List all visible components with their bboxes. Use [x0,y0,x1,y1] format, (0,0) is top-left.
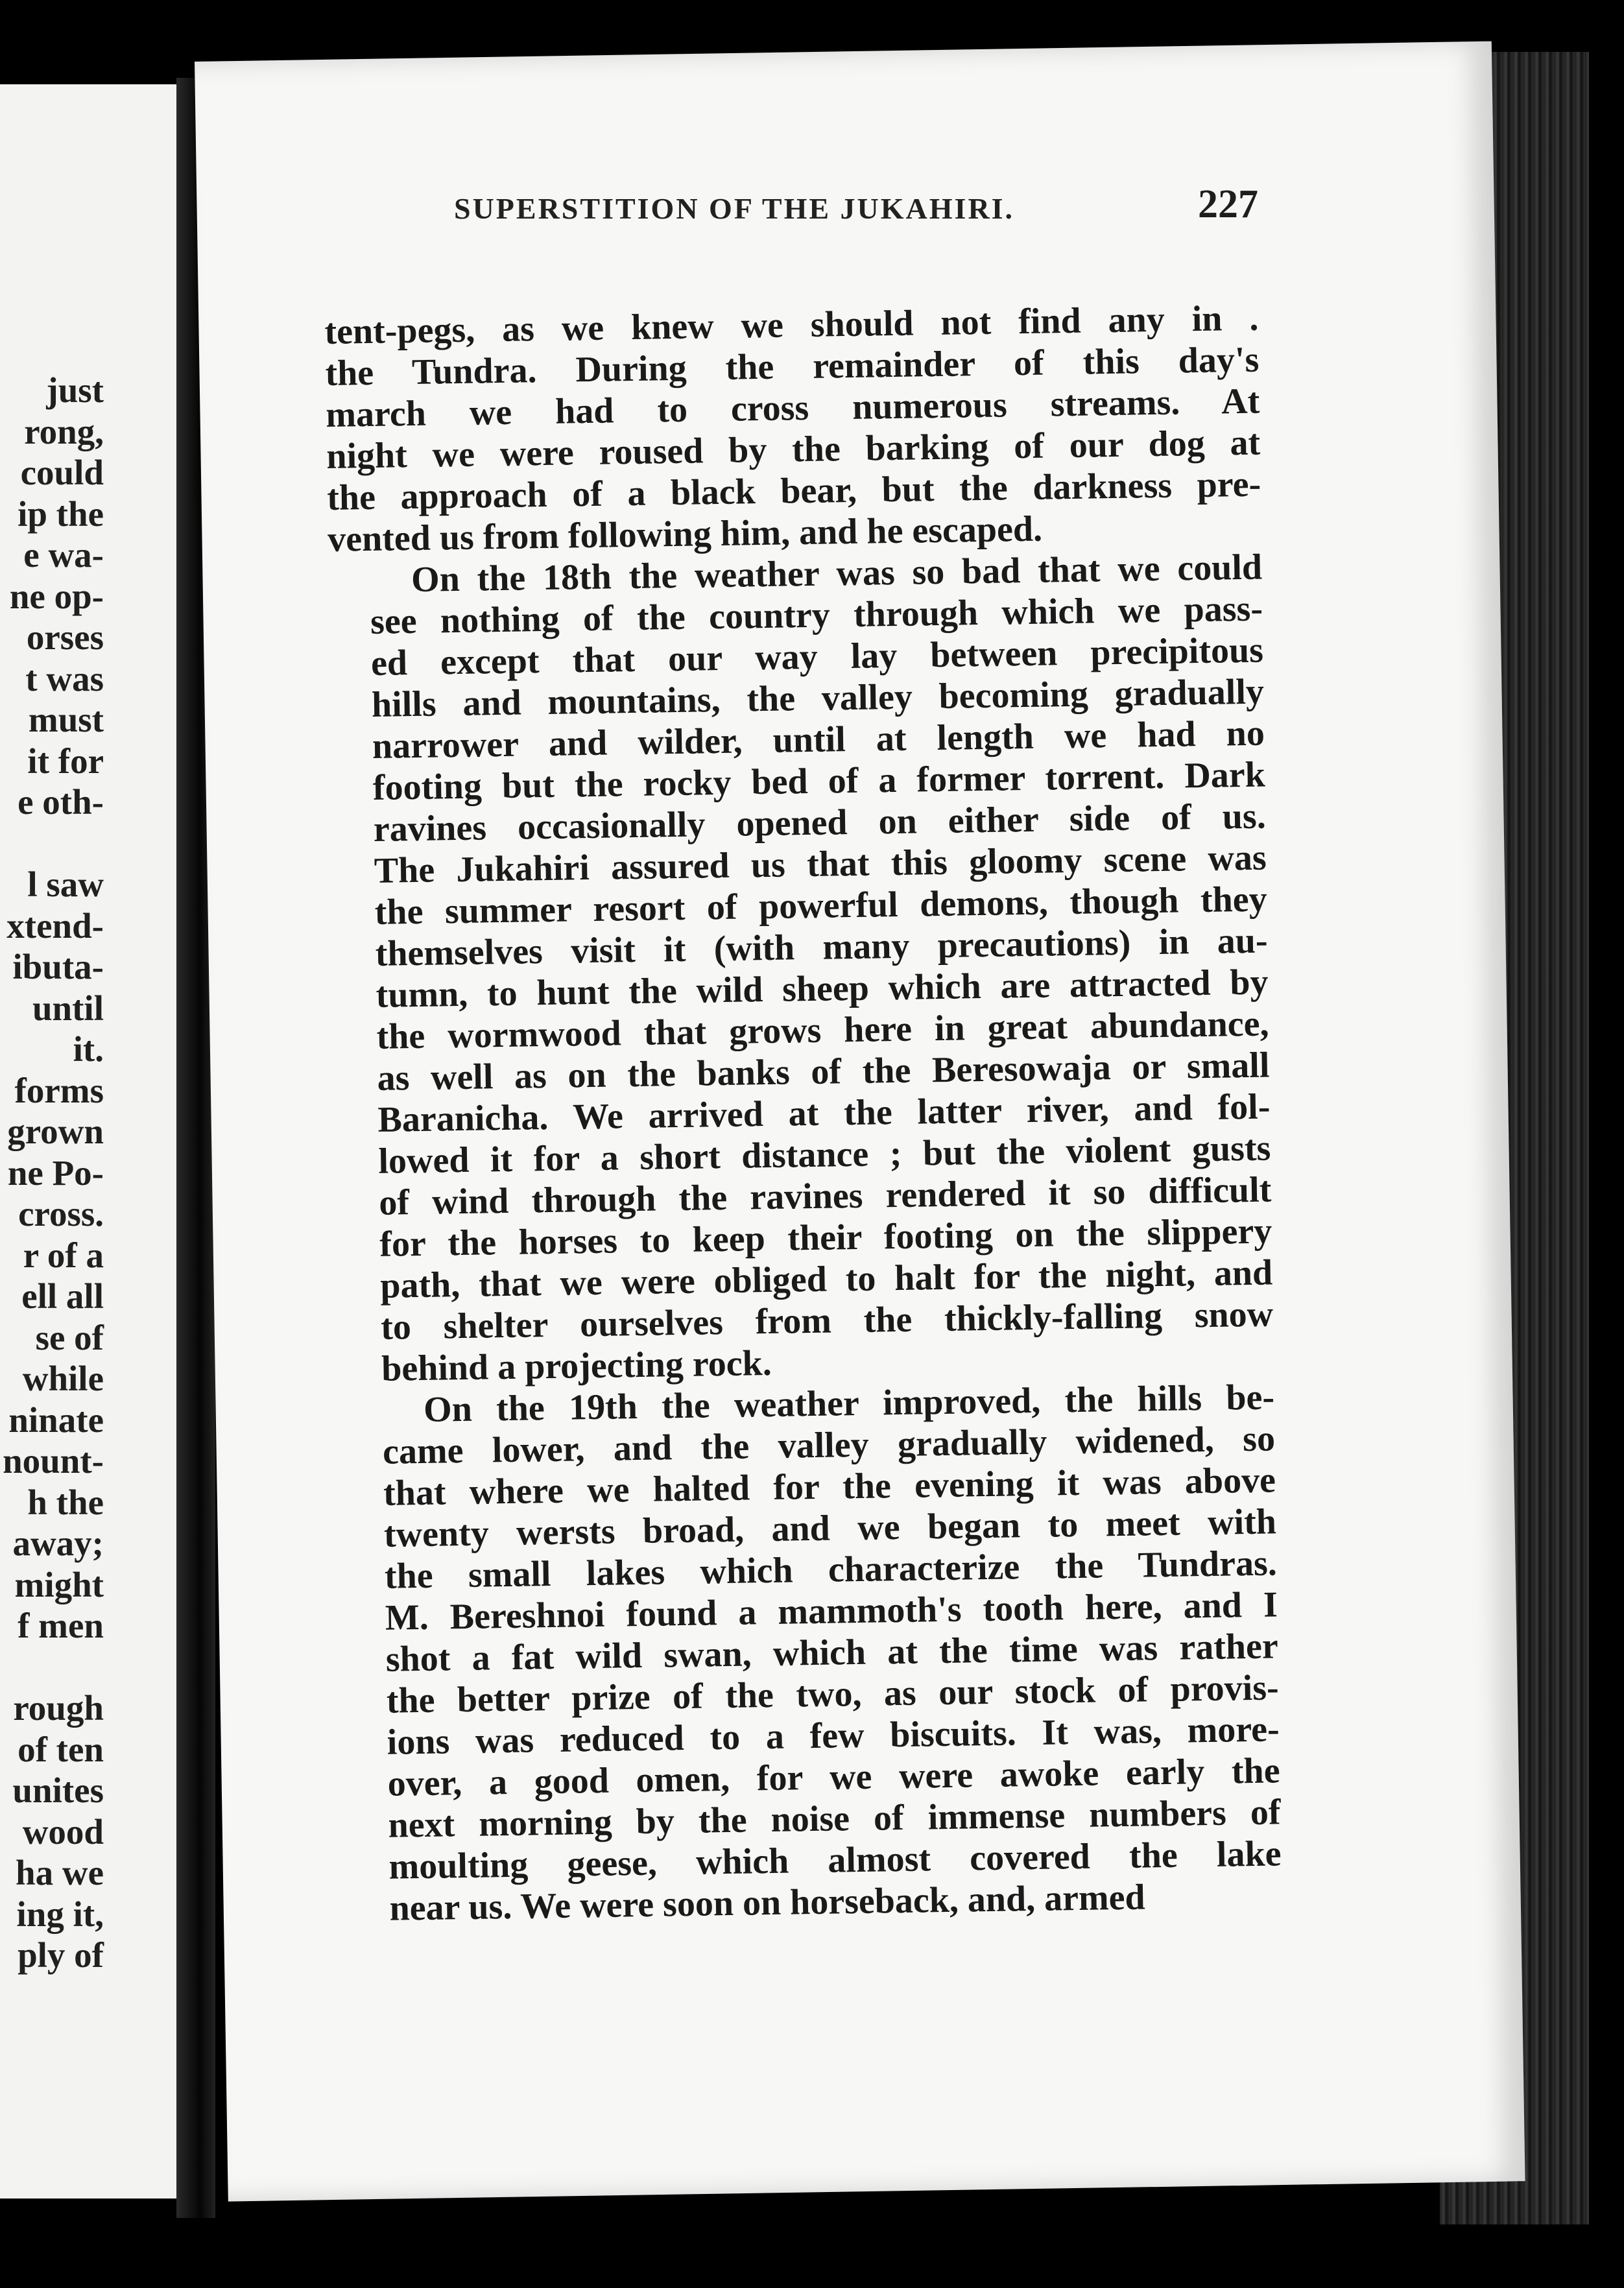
left-page-fragment: h the [27,1482,104,1522]
left-page-fragment: while [22,1359,104,1398]
text-line: behind a projecting rock. [381,1342,772,1389]
text-line: moulting geese, which almost covered the lake [388,1833,1282,1887]
text-line: see nothing of the country through which we pass- [370,588,1263,642]
text-line: tent-pegs, as we knew we should not find any in . [324,298,1259,352]
left-page-fragment: ne Po- [7,1152,104,1193]
left-page-fragment: unites [12,1770,104,1810]
left-page-fragment: it for [27,741,104,781]
text-line: ravines occasionally opened on either side of us. [373,796,1267,850]
left-page-fragment: away; [12,1523,104,1563]
left-page-fragment: rough [13,1688,104,1728]
left-page-fragment: forms [14,1070,104,1110]
left-page-fragment: of ten [18,1729,104,1769]
text-line: path, that we were obliged to halt for the night, and [379,1252,1273,1306]
left-page-fragment: must [28,700,104,739]
left-page [0,84,195,2199]
text-line: night we were roused by the barking of our dog at [326,422,1261,477]
left-page-fragment: ne op- [9,576,104,616]
text-line: narrower and wilder, until at length we had no [372,713,1265,767]
left-page-fragment: just [46,370,104,410]
left-page-fragment: ell all [21,1276,104,1316]
left-page-fragment: xtend- [6,905,104,946]
left-page-fragment: e wa- [23,535,104,575]
text-line: to shelter ourselves from the thickly-falling snow [380,1294,1274,1348]
text-line: march we had to cross numerous streams. At [325,381,1260,435]
text-line: ions was reduced to a few biscuits. It was, more- [387,1709,1280,1763]
left-page-fragment: ibuta- [12,947,104,986]
text-line: vented us from following him, and he escaped. [327,508,1043,560]
text-line: over, a good omen, for we were awoke early the [387,1750,1281,1804]
left-page-fragment: e oth- [18,782,104,822]
text-line: for the horses to keep their footing on the slippery [379,1211,1272,1265]
text-line: lowed it for a short distance ; but the violent gusts [377,1128,1271,1182]
left-page-fragment: l saw [27,864,104,904]
text-line: as well as on the banks of the Beresowaja or small [377,1045,1270,1099]
left-page-fragment: ha we [16,1853,104,1892]
left-page-fragment [0,1647,195,1688]
text-line: footing but the rocky bed of a former torrent. Dark [372,754,1266,808]
left-page-fragment: ninate [8,1400,104,1440]
left-page-fragment: until [32,988,104,1028]
left-page-fragment: ip the [18,494,104,534]
left-page-fragment: cross. [18,1194,104,1233]
left-page-fragment: nount- [3,1441,104,1481]
text-line: the approach of a black bear, but the darkness pre- [326,464,1261,518]
left-page-fragment: wood [22,1811,104,1852]
left-page-fragment: se of [35,1317,104,1357]
left-page-fragment: ing it, [16,1894,104,1934]
paragraph [324,298,1262,560]
left-page-fragment: might [14,1564,104,1604]
paragraph [328,547,1274,1390]
text-line: themselves visit it (with many precautions) in au- [375,920,1269,974]
left-page-fragment: orses [26,617,104,657]
text-line: ed except that our way lay between precipitous [370,630,1264,684]
text-line: came lower, and the valley gradually widened, so [382,1418,1276,1472]
left-page-fragment: it. [73,1029,104,1069]
text-line: M. Bereshnoi found a mammoth's tooth here, and I [385,1584,1278,1638]
text-line: On the 18th the weather was so bad that we could [411,547,1263,601]
left-page-fragment: ply of [18,1935,104,1975]
text-line: tumn, to hunt the wild sheep which are attracted by [376,962,1269,1016]
text-line: The Jukahiri assured us that this gloomy scene was [374,837,1267,891]
paragraph [340,1376,1282,1929]
left-page-fragment: r of a [23,1235,104,1275]
text-line: the better prize of the two, as our stock of provis- [386,1667,1280,1721]
text-line: hills and mountains, the valley becoming gradually [371,671,1265,725]
text-line: the wormwood that grows here in great abundance, [376,1003,1269,1057]
text-line: Baranicha. We arrived at the latter river, and fol- [377,1086,1271,1140]
text-line: the Tundra. During the remainder of this day's [324,339,1260,394]
left-page-fragment: could [20,453,104,492]
text-line: near us. We were soon on horseback, and, armed [389,1877,1146,1929]
text-line: twenty wersts broad, and we began to meet with [383,1501,1277,1555]
running-title: SUPERSTITION OF THE JUKAHIRI. [454,192,1015,225]
left-page-fragment: f men [18,1606,104,1645]
text-line: that where we halted for the evening it was above [383,1460,1276,1514]
left-page-fragment: grown [7,1112,104,1151]
text-line: the summer resort of powerful demons, though they [374,879,1268,933]
body-text [324,298,1282,1930]
left-page-fragment: t was [25,658,104,698]
text-line: of wind through the ravines rendered it so difficult [378,1169,1272,1223]
text-line: the small lakes which characterize the Tundras. [384,1543,1278,1597]
left-page-fragment: rong, [24,411,104,451]
text-line: shot a fat wild swan, which at the time was rather [385,1626,1279,1680]
page-number: 227 [1198,182,1258,226]
text-line: next morning by the noise of immense numbers of [388,1792,1281,1846]
running-head [266,182,1271,240]
text-line: On the 19th the weather improved, the hills be- [423,1377,1275,1430]
left-page-fragment [0,823,195,864]
left-page-text-fragments [0,370,195,1976]
